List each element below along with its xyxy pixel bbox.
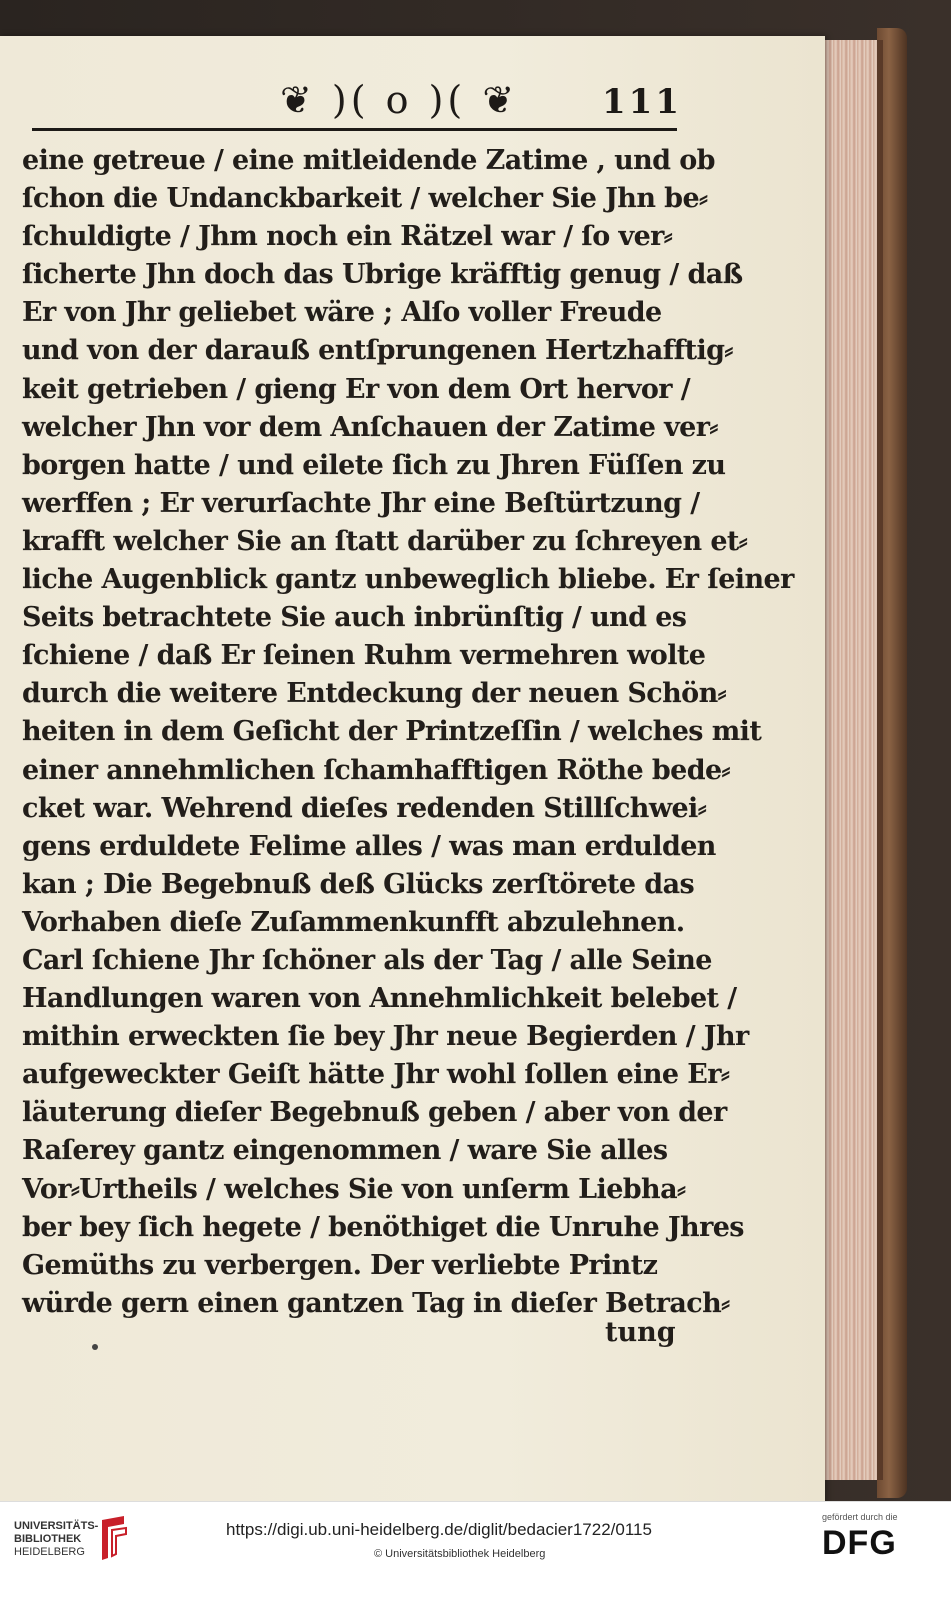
text-line: borgen hatte / und eilete ſich zu Jhren Füſſen zu: [22, 449, 726, 481]
header-ornament: ❦ )( o )( ❦: [280, 78, 519, 122]
text-line: und von der darauß entſprungenen Hertzhafftig⸗: [22, 335, 733, 367]
text-line: ſchon die Undanckbarkeit / welcher Sie Jhn be⸗: [22, 183, 708, 215]
permalink-url[interactable]: https://digi.ub.uni-heidelberg.de/diglit/bedacier1722/0115: [226, 1520, 652, 1539]
text-line: würde gern einen gantzen Tag in dieſer Betrach⸗: [22, 1287, 730, 1319]
text-line: ber bey ſich hegete / benöthiget die Unruhe Jhres: [22, 1211, 744, 1243]
library-name-line1: UNIVERSITÄTS-: [14, 1520, 99, 1532]
text-line: Carl ſchiene Jhr ſchöner als der Tag / alle Seine: [22, 944, 712, 976]
library-logo-text[interactable]: [14, 1520, 98, 1559]
text-line: Raſerey gantz eingenommen / ware Sie alles: [22, 1135, 668, 1167]
text-line: werffen ; Er verurſachte Jhr eine Beſtürtzung /: [22, 487, 700, 519]
text-line: durch die weitere Entdeckung der neuen Schön⸗: [22, 678, 727, 710]
text-line: mithin erweckten ſie bey Jhr neue Begierden / Jhr: [22, 1021, 749, 1053]
text-line: einer annehmlichen ſchamhafftigen Röthe bede⸗: [22, 754, 730, 786]
page-number: 111: [602, 82, 682, 122]
text-line: heiten in dem Geſicht der Printzeſſin / welches mit: [22, 716, 762, 748]
funding-note: gefördert durch die: [822, 1512, 898, 1522]
text-line: Handlungen waren von Annehmlichkeit belebet /: [22, 983, 737, 1015]
text-line: Vorhaben dieſe Zuſammenkunfft abzulehnen.: [22, 906, 685, 938]
text-line: keit getrieben / gieng Er von dem Ort hervor /: [22, 373, 690, 405]
copyright-note: © Universitätsbibliothek Heidelberg: [374, 1548, 546, 1560]
text-line: Er von Jhr geliebet wäre ; Alſo voller Freude: [22, 297, 662, 329]
library-name-line2: BIBLIOTHEK: [14, 1533, 82, 1545]
text-line: ſchiene / daß Er ſeinen Ruhm vermehren wolte: [22, 640, 706, 672]
ink-speck: [92, 1344, 98, 1350]
text-line: gens erduldete Felime alles / was man erdulden: [22, 830, 716, 862]
text-line: cket war. Wehrend dieſes redenden Stillſchwei⸗: [22, 792, 707, 824]
text-line: Gemüths zu verbergen. Der verliebte Printz: [22, 1249, 658, 1281]
text-line: aufgeweckter Geiſt hätte Jhr wohl ſollen eine Er⸗: [22, 1059, 730, 1091]
viewer-footer: [0, 1501, 951, 1612]
dfg-logo[interactable]: DFG: [822, 1524, 897, 1562]
text-line: Vor⸗Urtheils / welches Sie von unſerm Liebha⸗: [22, 1173, 686, 1205]
body-text: [22, 142, 794, 1323]
text-line: läuterung dieſer Begebnuß geben / aber von der: [22, 1097, 727, 1129]
library-logo-icon[interactable]: [96, 1514, 130, 1562]
text-line: eine getreue / eine mitleidende Zatime , und ob: [22, 145, 715, 176]
catchword: tung: [605, 1317, 676, 1348]
text-line: liche Augenblick gantz unbeweglich bliebe. Er ſeiner: [22, 564, 794, 596]
text-line: welcher Jhn vor dem Anſchauen der Zatime ver⸗: [22, 411, 718, 443]
text-line: ſicherte Jhn doch das Ubrige kräfftig genug / daß: [22, 259, 743, 291]
text-line: ſchuldigte / Jhm noch ein Rätzel war / ſo ver⸗: [22, 221, 673, 253]
text-line: krafft welcher Sie an ſtatt darüber zu ſchreyen et⸗: [22, 525, 748, 557]
library-name-line3: HEIDELBERG: [14, 1546, 85, 1558]
text-line: kan ; Die Begebnuß deß Glücks zerſtörete das: [22, 868, 695, 900]
header-rule: [32, 128, 677, 131]
text-line: Seits betrachtete Sie auch inbrünſtig / und es: [22, 602, 687, 634]
page-header: [30, 78, 700, 126]
page-edges: [825, 40, 883, 1480]
